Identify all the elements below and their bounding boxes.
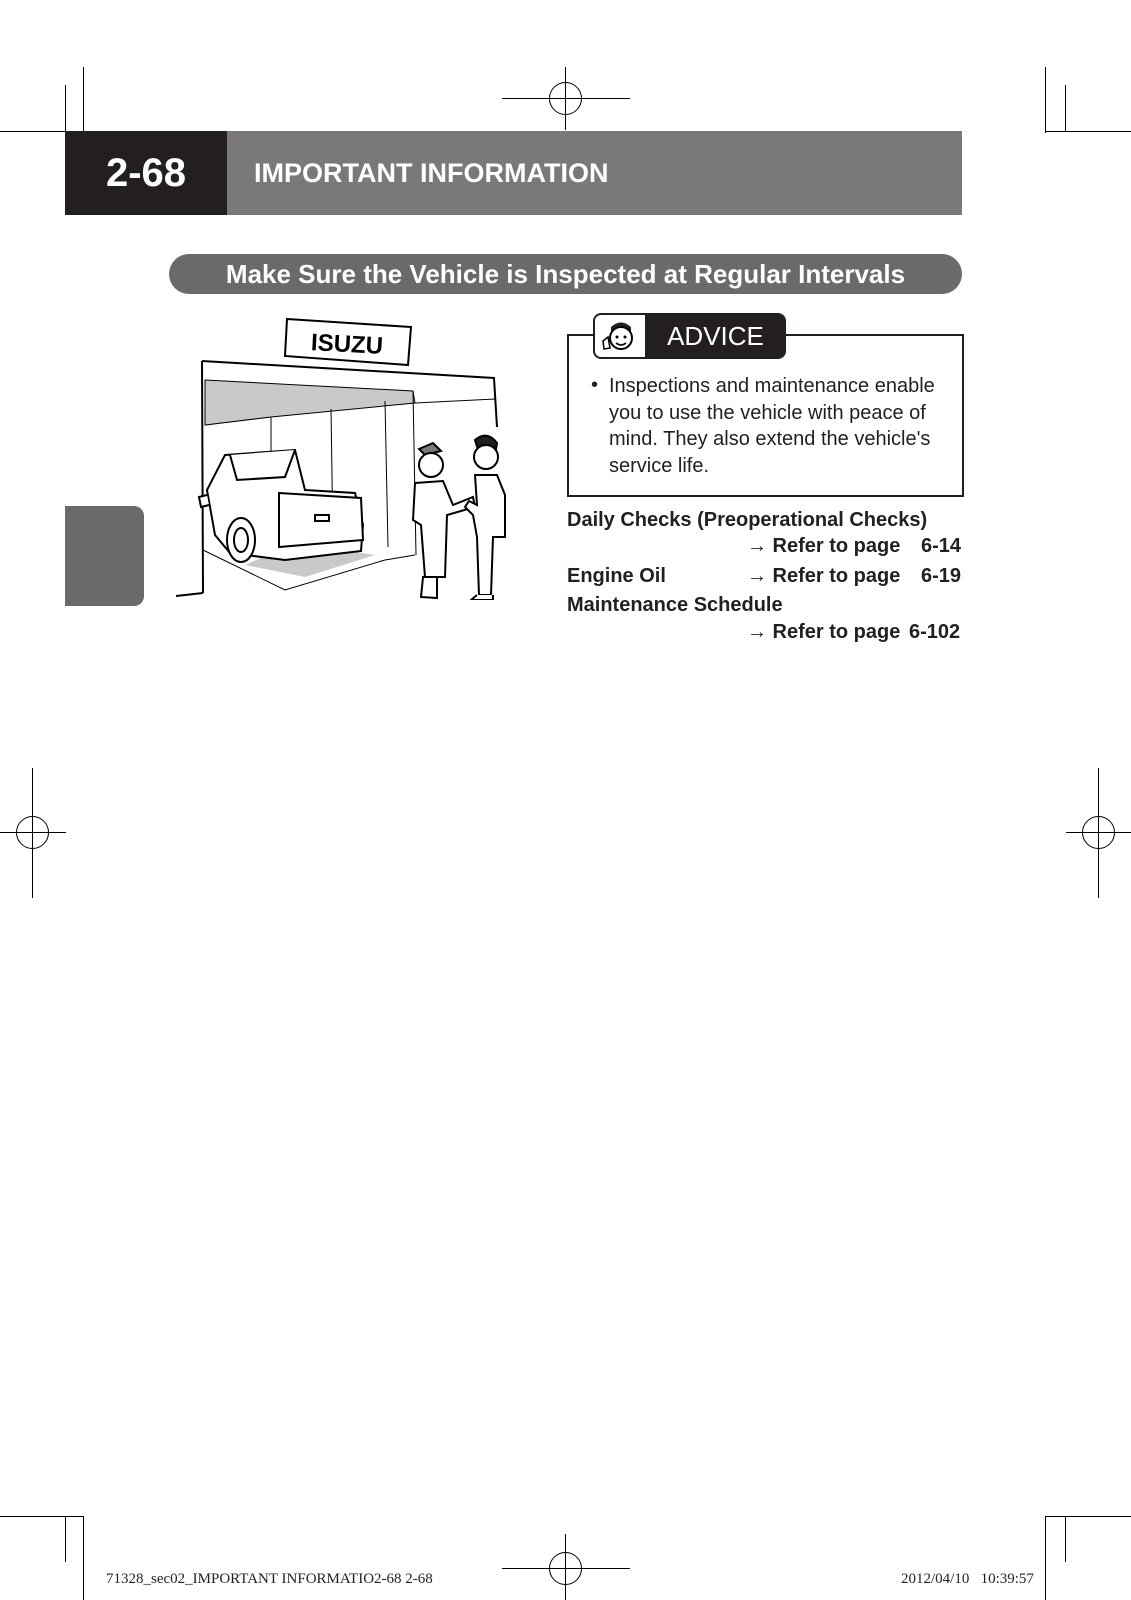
advice-bullet: • <box>591 374 599 396</box>
reference-page-daily-checks: 6-14 <box>921 535 962 557</box>
page-number: 2-68 <box>105 150 187 195</box>
advice-text: Inspections and maintenance enable you to use the vehicle with peace of mind. They also extend the vehicle's service life. <box>609 375 935 477</box>
reference-arrow-daily-checks: → Refer to page <box>747 535 901 557</box>
reference-arrow-engine-oil: → Refer to page <box>747 565 901 587</box>
mechanic-face-icon <box>595 315 645 357</box>
reference-page-engine-oil: 6-19 <box>921 565 962 587</box>
reference-title-daily-checks: Daily Checks (Preoperational Checks) <box>567 509 928 531</box>
section-side-tab <box>65 506 144 606</box>
page-heading: Make Sure the Vehicle is Inspected at Regular Intervals <box>225 258 906 289</box>
section-title: IMPORTANT INFORMATION <box>254 157 609 188</box>
reference-page-maintenance-schedule: 6-102 <box>909 621 961 643</box>
sign-text: ISUZU <box>310 329 384 360</box>
reference-title-maintenance-schedule: Maintenance Schedule <box>567 594 783 616</box>
mechanic-figure <box>413 443 475 598</box>
footer-file-info: 71328_sec02_IMPORTANT INFORMATIO2-68 2-68 <box>106 1571 433 1587</box>
reference-title-engine-oil: Engine Oil <box>567 565 666 587</box>
customer-figure <box>465 436 505 600</box>
service-garage-illustration <box>175 315 535 600</box>
reference-arrow-maintenance-schedule: → Refer to page <box>747 621 901 643</box>
pickup-truck <box>199 450 363 562</box>
advice-label: ADVICE <box>667 320 764 351</box>
footer-timestamp: 2012/04/10 10:39:57 <box>901 1571 1034 1587</box>
dealer-sign <box>285 319 411 365</box>
advice-tag <box>593 313 786 359</box>
